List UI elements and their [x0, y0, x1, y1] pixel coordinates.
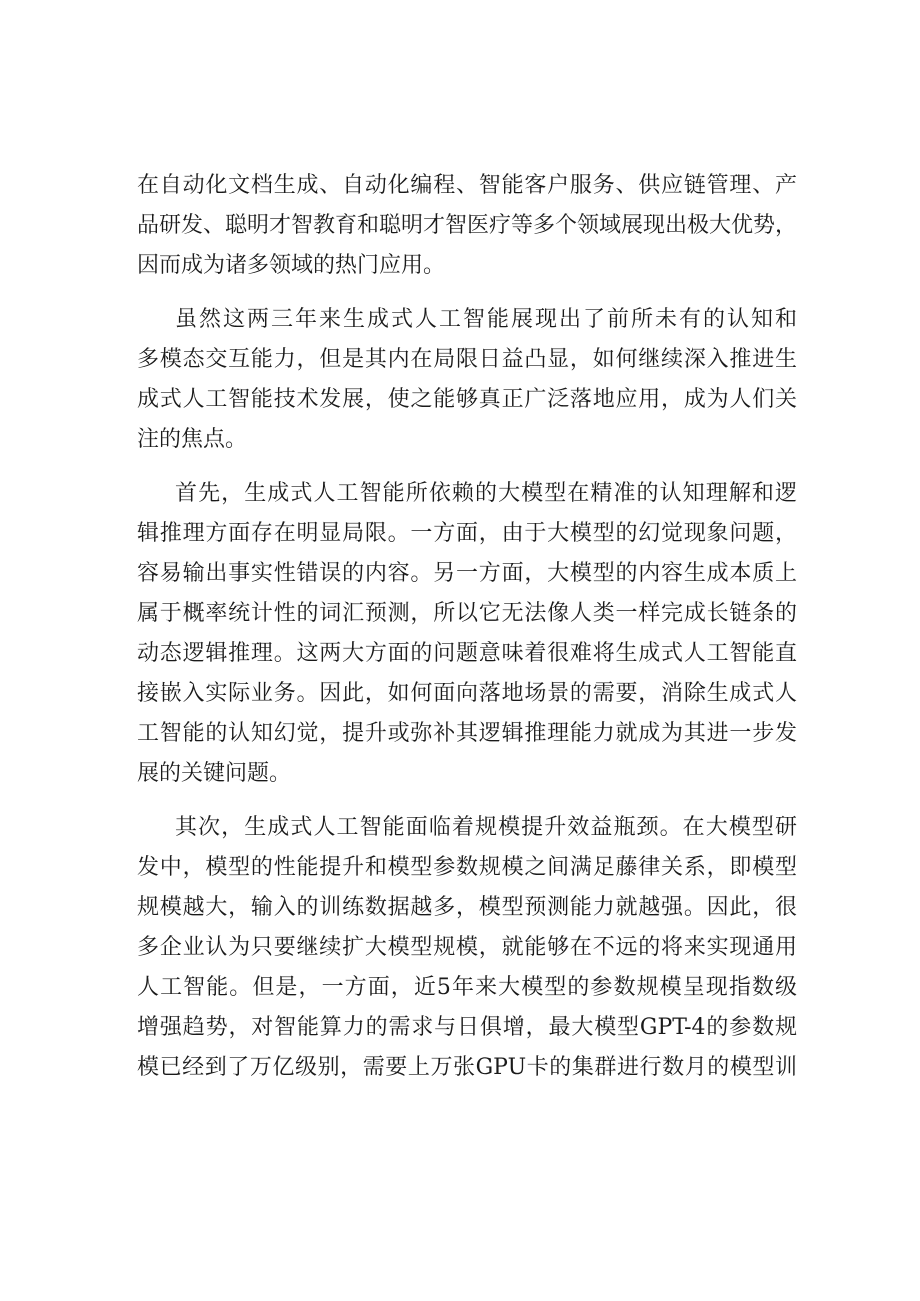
text-line: 规模越大，输入的训练数据越多，模型预测能力就越强。因此，很 — [137, 895, 797, 920]
text-line: 首先，生成式人工智能所依赖的大模型在精准的认知理解和逻 — [175, 481, 797, 506]
text-line: 人工智能。但是，一方面，近5年来大模型的参数规模呈现指数级 — [137, 975, 797, 1000]
text-line: 因而成为诸多领域的热门应用。 — [137, 253, 446, 278]
text-line: 注的焦点。 — [137, 427, 248, 452]
text-line: 发中，模型的性能提升和模型参数规模之间满足藤律关系，即模型 — [137, 855, 797, 880]
text-line: 成式人工智能技术发展，使之能够真正广泛落地应用，成为人们关 — [137, 387, 797, 412]
paragraph-2 — [137, 300, 797, 460]
text-line: 属于概率统计性的词汇预测，所以它无法像人类一样完成长链条的 — [137, 601, 797, 626]
text-line: 工智能的认知幻觉，提升或弥补其逻辑推理能力就成为其进一步发 — [137, 721, 797, 746]
text-line: 增强趋势，对智能算力的需求与日俱增，最大模型GPT-4的参数规 — [137, 1015, 797, 1040]
text-line: 品研发、聪明才智教育和聪明才智医疗等多个领域展现出极大优势， — [137, 213, 798, 238]
text-line: 其次，生成式人工智能面临着规模提升效益瓶颈。在大模型研 — [175, 815, 797, 840]
paragraph-4 — [137, 808, 797, 1088]
paragraph-3 — [137, 474, 797, 794]
text-line: 多企业认为只要继续扩大模型规模，就能够在不远的将来实现通用 — [137, 935, 797, 960]
text-line: 模已经到了万亿级别，需要上万张GPU卡的集群进行数月的模型训 — [137, 1055, 797, 1080]
paragraph-1 — [137, 166, 797, 286]
text-line: 动态逻辑推理。这两大方面的问题意味着很难将生成式人工智能直 — [137, 641, 797, 666]
text-line: 虽然这两三年来生成式人工智能展现出了前所未有的认知和 — [175, 307, 797, 332]
document-body — [137, 166, 797, 1102]
text-line: 辑推理方面存在明显局限。一方面，由于大模型的幻觉现象问题， — [137, 521, 797, 546]
text-line: 多模态交互能力，但是其内在局限日益凸显，如何继续深入推进生 — [137, 347, 797, 372]
text-line: 在自动化文档生成、自动化编程、智能客户服务、供应链管理、产 — [137, 173, 797, 198]
text-line: 容易输出事实性错误的内容。另一方面，大模型的内容生成本质上 — [137, 561, 797, 586]
text-line: 展的关键问题。 — [137, 761, 292, 786]
text-line: 接嵌入实际业务。因此，如何面向落地场景的需要，消除生成式人 — [137, 681, 797, 706]
